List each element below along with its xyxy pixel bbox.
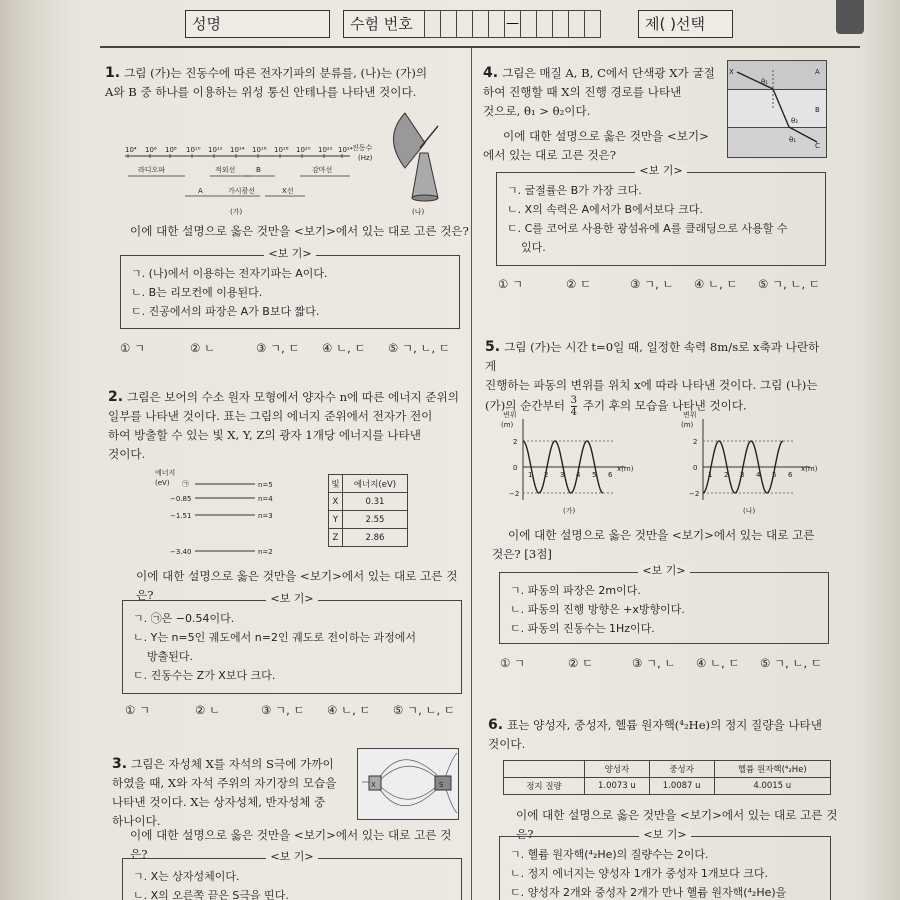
question-text: 나타낸 것이다. X는 상자성체, 반자성체 중	[112, 795, 326, 809]
choice-option[interactable]: ④ ㄴ, ㄷ	[696, 656, 740, 670]
x-tick: 4	[756, 471, 761, 479]
question-6	[488, 716, 838, 754]
table-header: 빛	[329, 475, 343, 493]
material-x-label: X	[371, 781, 376, 789]
page-tab	[836, 0, 864, 34]
choice-option[interactable]: ⑤ ㄱ, ㄴ, ㄷ	[388, 341, 450, 355]
question-text: 하여 방출할 수 있는 빛 X, Y, Z의 광자 1개당 에너지를 나타낸	[108, 428, 421, 442]
question-6-bogi-box	[499, 828, 831, 900]
x-tick: 1	[708, 471, 713, 479]
choice-option[interactable]: ③ ㄱ, ㄴ	[630, 277, 674, 291]
question-number: 6.	[488, 717, 504, 733]
fraction-denominator: 4	[570, 407, 577, 418]
x-tick: 4	[576, 471, 581, 479]
question-text: 것이다.	[488, 737, 526, 751]
question-1-choices	[120, 340, 465, 356]
choice-option[interactable]: ⑤ ㄱ, ㄴ, ㄷ	[758, 277, 820, 291]
y-tick: −2	[689, 490, 700, 498]
band-label: 라디오파	[138, 166, 166, 174]
angle-label: θ₁	[761, 78, 769, 86]
question-2-bogi-box	[122, 592, 462, 694]
bogi-item: ㄴ. Y는 n=5인 궤도에서 n=2인 궤도로 전이하는 과정에서	[133, 631, 416, 644]
band-label: 가시광선	[228, 187, 256, 195]
bogi-item: ㄴ. 정지 에너지는 양성자 1개가 중성자 1개보다 크다.	[510, 867, 768, 880]
prompt-line: 이에 대한 설명으로 옳은 것만을 <보기>에서 있는 대로 고른	[508, 528, 815, 542]
quantum-number: n=3	[258, 512, 273, 520]
bogi-item: ㄷ. 양성자 2개와 중성자 2개가 만나 헬륨 원자핵(⁴₂He)을	[510, 886, 787, 899]
name-label: 성명	[192, 15, 221, 33]
rest-mass-table	[503, 760, 831, 795]
table-header: 헬륨 원자핵(⁴₂He)	[714, 761, 830, 778]
medium-label: B	[815, 106, 820, 114]
x-tick: 2	[544, 471, 549, 479]
question-text: 그림 (가)는 시간 t=0일 때, 일정한 속력 8m/s로 x축과 나란하게	[485, 340, 820, 373]
table-row	[329, 511, 408, 529]
level-value: −3.40	[170, 548, 192, 556]
band-label: B	[256, 166, 261, 174]
header-bar	[185, 10, 740, 40]
choice-option[interactable]: ④ ㄴ, ㄷ	[322, 341, 366, 355]
choice-option[interactable]: ① ㄱ	[120, 341, 146, 355]
level-value: −0.85	[170, 495, 192, 503]
bogi-item: ㄱ. (나)에서 이용하는 전자기파는 A이다.	[131, 267, 328, 280]
question-text: 그림 (가)는 진동수에 따른 전자기파의 분류를, (나)는 (가)의	[124, 66, 428, 80]
table-cell: 정지 질량	[504, 778, 585, 795]
question-1	[105, 64, 460, 102]
x-tick: 3	[740, 471, 745, 479]
question-1-prompt: 이에 대한 설명으로 옳은 것만을 <보기>에서 있는 대로 고른 것은?	[130, 224, 469, 238]
bogi-item: ㄴ. X의 속력은 A에서가 B에서보다 크다.	[507, 203, 703, 216]
fraction-numerator: 3	[570, 395, 577, 406]
medium-label: A	[815, 68, 820, 76]
choice-option[interactable]: ② ㄴ	[190, 341, 216, 355]
bogi-item: ㄴ. B는 리모컨에 이용된다.	[131, 286, 263, 299]
bogi-item: ㄱ. ㉠은 −0.54이다.	[133, 612, 235, 625]
bogi-item: ㄱ. 파동의 파장은 2m이다.	[510, 584, 641, 597]
x-tick: 1	[528, 471, 533, 479]
choice-option[interactable]: ② ㄷ	[566, 277, 592, 291]
question-text: 그림은 보어의 수소 원자 모형에서 양자수 n에 따른 에너지 준위의	[127, 390, 459, 404]
refraction-figure	[727, 60, 827, 158]
y-tick: 2	[693, 438, 698, 446]
x-axis-label: x(m)	[801, 465, 818, 473]
tick-label: 10²²	[318, 146, 333, 154]
question-text: 것으로, θ₁ > θ₂이다.	[483, 104, 591, 118]
tick-label: 10¹⁰	[186, 146, 201, 154]
level-value: −1.51	[170, 512, 192, 520]
bogi-title: <보 기>	[635, 164, 686, 177]
table-cell: Z	[329, 529, 343, 547]
question-5-prompt	[492, 526, 838, 564]
question-4-choices	[498, 276, 833, 292]
tick-label: 10¹²	[208, 146, 223, 154]
axis-unit: (m)	[501, 421, 514, 429]
photon-energy-table	[328, 474, 408, 547]
energy-level-diagram	[150, 465, 300, 560]
table-header: 양성자	[585, 761, 650, 778]
bogi-title: <보 기>	[264, 247, 315, 260]
ray-label: X	[729, 68, 734, 76]
name-field[interactable]	[185, 10, 330, 38]
question-2	[108, 388, 463, 464]
x-tick: 3	[560, 471, 565, 479]
question-text: 진행하는 파동의 변위를 위치 x에 따라 나타낸 것이다. 그림 (나)는	[485, 378, 818, 392]
tick-label: 10²⁴	[338, 146, 353, 154]
angle-label: θ₂	[791, 117, 799, 125]
y-tick: 0	[693, 464, 698, 472]
tick-label: 10¹⁶	[252, 146, 267, 154]
x-tick: 6	[788, 471, 793, 479]
energy-axis-unit: (eV)	[155, 479, 170, 487]
tick-label: 10⁴	[125, 146, 137, 154]
band-label: 감마선	[312, 166, 333, 174]
x-tick: 5	[772, 471, 777, 479]
question-text: 표는 양성자, 중성자, 헬륨 원자핵(⁴₂He)의 정지 질량을 나타낸	[507, 718, 822, 732]
tick-label: 10¹⁸	[274, 146, 289, 154]
question-text: 그림은 자성체 X를 자석의 S극에 가까이	[131, 757, 334, 771]
question-3-bogi-box	[122, 850, 462, 900]
exam-number-dash: —	[504, 10, 521, 38]
question-text: 주기 후의 모습을 나타낸 것이다.	[582, 398, 747, 413]
quantum-number: n=4	[258, 495, 273, 503]
question-text: (가)의 순간부터	[485, 398, 565, 413]
unknown-level-label: ㉠	[182, 480, 189, 488]
table-row	[504, 778, 831, 795]
axis-label: 변위	[503, 411, 517, 419]
y-tick: 2	[513, 438, 518, 446]
choice-option[interactable]: ④ ㄴ, ㄷ	[327, 703, 371, 717]
question-number: 2.	[108, 389, 124, 405]
band-label: 적외선	[215, 166, 236, 174]
choice-option[interactable]: ③ ㄱ, ㄷ	[256, 341, 300, 355]
table-cell: 4.0015 u	[714, 778, 830, 795]
question-text: 하나이다.	[112, 814, 161, 828]
angle-label: θ₁	[789, 136, 797, 144]
bogi-title: <보 기>	[639, 828, 690, 841]
bogi-title: <보 기>	[266, 850, 317, 863]
table-cell: 1.0087 u	[649, 778, 714, 795]
bogi-item: ㄷ. 진공에서의 파장은 A가 B보다 짧다.	[131, 305, 320, 318]
energy-axis-label: 에너지	[155, 469, 176, 477]
table-row	[329, 493, 408, 511]
bogi-item: ㄴ. X의 오른쪽 끝은 S극을 띤다.	[133, 889, 289, 900]
question-text: 하여 진행할 때 X의 진행 경로를 나타낸	[483, 85, 682, 99]
medium-label: C	[815, 142, 820, 150]
y-tick: −2	[509, 490, 520, 498]
bogi-title: <보 기>	[638, 564, 689, 577]
tick-label: 10¹⁴	[230, 146, 245, 154]
wave-graph-b	[681, 410, 818, 515]
y-tick: 0	[513, 464, 518, 472]
question-number: 4.	[483, 65, 499, 81]
choice-option[interactable]: ④ ㄴ, ㄷ	[694, 277, 738, 291]
question-5-choices	[500, 655, 835, 671]
bogi-title: <보 기>	[266, 592, 317, 605]
choice-option[interactable]: ① ㄱ	[498, 277, 524, 291]
bogi-item: ㄷ. 진동수는 Z가 X보다 크다.	[133, 669, 276, 682]
question-3-prompt: 이에 대한 설명으로 옳은 것만을 <보기>에서 있는 대로 고른 것은?	[130, 828, 452, 861]
choice-option[interactable]: ⑤ ㄱ, ㄴ, ㄷ	[393, 703, 455, 717]
choice-label: 제( )선택	[645, 15, 705, 33]
bogi-item: ㄱ. 헬륨 원자핵(⁴₂He)의 질량수는 2이다.	[510, 848, 709, 861]
header-rule	[100, 46, 860, 48]
x-tick: 6	[608, 471, 613, 479]
table-header	[504, 761, 585, 778]
magnetic-field-figure	[357, 748, 459, 820]
table-cell: 1.0073 u	[585, 778, 650, 795]
axis-label: 변위	[683, 411, 697, 419]
question-number: 1.	[105, 65, 121, 81]
figure-caption: (가)	[230, 208, 243, 216]
bogi-item: ㄴ. 파동의 진행 방향은 +x방향이다.	[510, 603, 685, 616]
table-cell: 2.86	[342, 529, 407, 547]
freq-axis-label: 진동수	[352, 144, 373, 152]
table-cell: 0.31	[342, 493, 407, 511]
choice-option[interactable]: ① ㄱ	[500, 656, 526, 670]
question-5-bogi-box	[499, 564, 829, 644]
wave-graphs	[495, 405, 835, 517]
x-tick: 5	[592, 471, 597, 479]
freq-axis-unit: (Hz)	[358, 154, 373, 162]
question-text: 그림은 매질 A, B, C에서 단색광 X가 굴절	[502, 66, 715, 80]
figure-caption: (나)	[412, 208, 425, 216]
exam-number-grid[interactable]	[425, 10, 601, 38]
table-cell: Y	[329, 511, 343, 529]
choice-option[interactable]: ① ㄱ	[125, 703, 151, 717]
question-6-prompt: 이에 대한 설명으로 옳은 것만을 <보기>에서 있는 대로 고른 것은?	[516, 808, 838, 841]
tick-label: 10⁸	[165, 146, 177, 154]
question-4-bogi-box	[496, 164, 826, 266]
question-3	[112, 755, 352, 831]
table-header: 중성자	[649, 761, 714, 778]
table-cell: X	[329, 493, 343, 511]
figure-caption: (나)	[743, 507, 756, 515]
exam-number-label: 수험 번호	[350, 15, 413, 33]
question-text: 하였을 때, X와 자석 주위의 자기장의 모습을	[112, 776, 337, 790]
x-tick: 2	[724, 471, 729, 479]
bogi-item: 있다.	[521, 241, 546, 254]
tick-label: 10⁶	[145, 146, 157, 154]
tick-label: 10²⁰	[296, 146, 311, 154]
band-label: X선	[282, 187, 294, 195]
question-4-prompt-cont: 에서 있는 대로 고른 것은?	[483, 148, 616, 162]
question-text: 것이다.	[108, 447, 146, 461]
band-label: A	[198, 187, 203, 195]
bogi-item: ㄷ. 파동의 진동수는 1Hz이다.	[510, 622, 655, 635]
choice-option[interactable]: ③ ㄱ, ㄷ	[261, 703, 305, 717]
question-2-choices	[125, 702, 465, 718]
exam-number-label-cell	[343, 10, 425, 38]
table-row	[329, 529, 408, 547]
quantum-number: n=5	[258, 481, 273, 489]
choice-option[interactable]: ② ㄷ	[568, 656, 594, 670]
question-4-prompt: 이에 대한 설명으로 옳은 것만을 <보기>	[503, 129, 709, 143]
question-number: 3.	[112, 756, 128, 772]
column-divider	[471, 48, 472, 900]
prompt-line: 것은? [3점]	[492, 547, 552, 561]
question-4	[483, 64, 723, 165]
question-1-bogi-box	[120, 247, 460, 329]
x-axis-label: x(m)	[617, 465, 634, 473]
choice-option[interactable]: ② ㄴ	[195, 703, 221, 717]
bogi-item: ㄱ. X는 상자성체이다.	[133, 870, 240, 883]
bogi-item: 방출된다.	[147, 650, 194, 663]
magnet-s-label: S	[439, 781, 444, 789]
quantum-number: n=2	[258, 548, 273, 556]
choice-option[interactable]: ③ ㄱ, ㄴ	[632, 656, 676, 670]
question-number: 5.	[485, 339, 501, 355]
bogi-item: ㄷ. C를 코어로 사용한 광섬유에 A를 클래딩으로 사용할 수	[507, 222, 788, 235]
bogi-item: ㄱ. 굴절률은 B가 가장 크다.	[507, 184, 642, 197]
table-cell: 2.55	[342, 511, 407, 529]
figure-caption: (가)	[563, 507, 576, 515]
table-header: 에너지(eV)	[342, 475, 407, 493]
em-spectrum-figure	[120, 108, 465, 218]
question-2-prompt: 이에 대한 설명으로 옳은 것만을 <보기>에서 있는 대로 고른 것은?	[136, 569, 458, 602]
question-text: A와 B 중 하나를 이용하는 위성 통신 안테나를 나타낸 것이다.	[105, 85, 417, 99]
satellite-dish-icon	[394, 113, 439, 201]
choice-field[interactable]	[638, 10, 733, 38]
wave-graph-a	[501, 410, 634, 515]
axis-unit: (m)	[681, 421, 694, 429]
question-text: 일부를 나타낸 것이다. 표는 그림의 에너지 준위에서 전자가 전이	[108, 409, 433, 423]
choice-option[interactable]: ⑤ ㄱ, ㄴ, ㄷ	[760, 656, 822, 670]
